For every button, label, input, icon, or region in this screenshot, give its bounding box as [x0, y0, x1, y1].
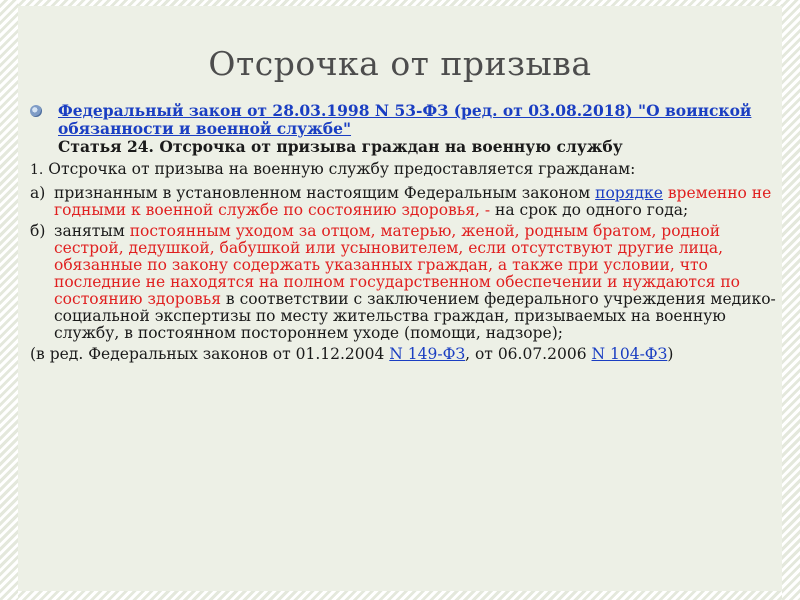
- amendment-note: [30, 346, 778, 363]
- item-b-highlight: постоянным уходом за отцом, матерью, женой, родным братом, родной сестрой, дедушкой, бабушкой или усыновителем, если отсутствуют другие лица, обязанные по закону содержать указанных граждан, а также при условии, что последние не находятся на полном государственном обеспечении и нуждаются по состоянию здоровья: [54, 222, 741, 308]
- left-border-decoration: [0, 0, 18, 600]
- item-b: [30, 223, 778, 342]
- paragraph-1-text: Отсрочка от призыва на военную службу предоставляется гражданам:: [43, 160, 636, 178]
- slide-body: [30, 102, 778, 369]
- item-a: [30, 185, 778, 219]
- note-text-1: (в ред. Федеральных законов от 01.12.2004: [30, 345, 390, 363]
- item-b-label: б): [30, 222, 46, 240]
- law-link[interactable]: Федеральный закон от 28.03.1998 N 53-ФЗ (ред. от 03.08.2018) "О воинской обязанности и военной службе": [58, 101, 752, 138]
- note-text-3: ): [667, 345, 674, 363]
- item-a-label: а): [30, 184, 46, 202]
- item-a-text-1: признанным в установленном настоящим Федеральным законом: [54, 184, 596, 202]
- item-a-text: [54, 185, 778, 219]
- item-b-text-2: в соответствии с заключением федерального учреждения медико-социальной экспертизы по месту жительства граждан, призываемых на военную службу, в постоянном постороннем уходе (помощи, надзоре);: [54, 290, 776, 342]
- bottom-border-decoration: [18, 591, 782, 600]
- law-149-link[interactable]: N 149-ФЗ: [389, 345, 466, 363]
- item-a-text-2: на срок до одного года;: [490, 201, 689, 219]
- item-a-highlight: временно не годными к военной службе по состоянию здоровья, -: [54, 184, 772, 219]
- item-b-text-1: занятым: [54, 222, 130, 240]
- law-104-link[interactable]: N 104-ФЗ: [591, 345, 668, 363]
- paragraph-1-number: 1.: [30, 162, 44, 178]
- law-bullet: [30, 102, 778, 155]
- right-border-decoration: [782, 0, 800, 600]
- slide: [18, 6, 782, 591]
- item-b-text: [54, 223, 778, 342]
- article-heading: Статья 24. Отсрочка от призыва граждан на военную службу: [58, 137, 623, 156]
- bullet-icon: [30, 105, 42, 117]
- slide-title: Отсрочка от призыва: [208, 44, 592, 83]
- order-link[interactable]: порядке: [595, 184, 663, 202]
- note-text-2: , от 06.07.2006: [465, 345, 592, 363]
- paragraph-1: [30, 161, 778, 179]
